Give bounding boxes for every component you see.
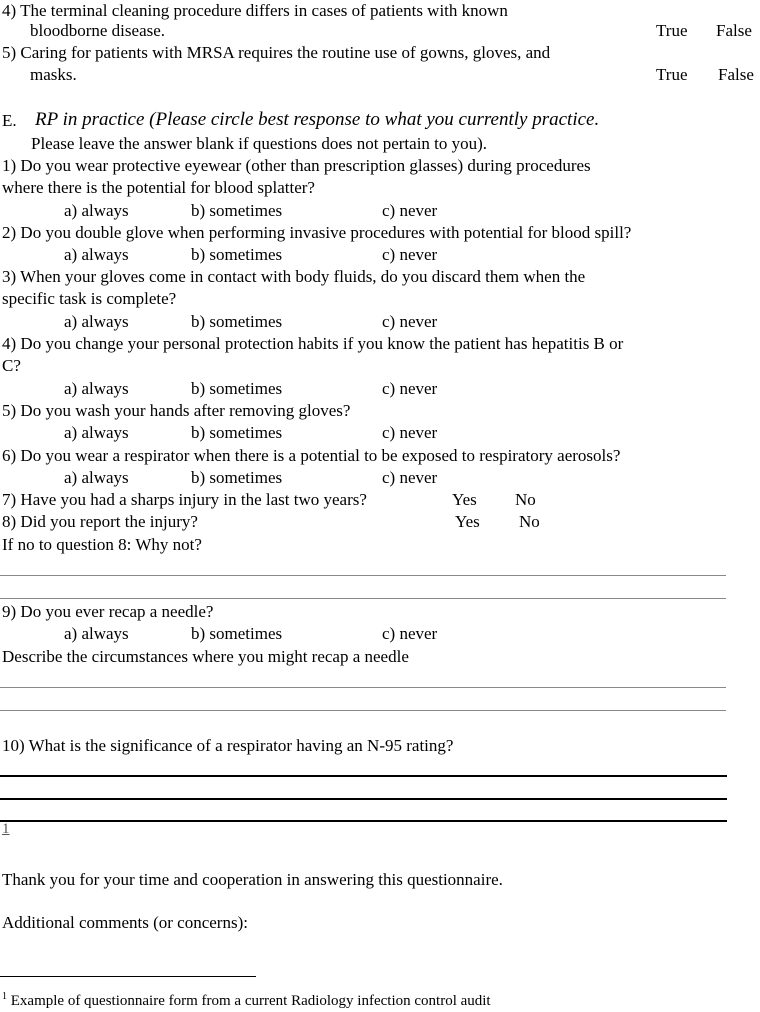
question-d5: 5) Caring for patients with MRSA requires the routine use of gowns, gloves, and — [2, 43, 551, 62]
option-always[interactable]: a) always — [64, 379, 129, 398]
option-never[interactable]: c) never — [382, 379, 438, 398]
option-never[interactable]: c) never — [382, 245, 438, 264]
section-e-heading: RP in practice (Please circle best response to what you currently practice. — [35, 109, 600, 130]
question-4-line2: C? — [2, 356, 21, 375]
option-always[interactable]: a) always — [64, 468, 129, 487]
section-e-subheading: Please leave the answer blank if questions does not pertain to you). — [31, 134, 488, 153]
additional-comments-label: Additional comments (or concerns): — [2, 913, 248, 932]
question-5: 5) Do you wash your hands after removing gloves? — [2, 401, 351, 420]
option-always[interactable]: a) always — [64, 201, 129, 220]
false-option[interactable]: False — [718, 65, 754, 84]
no-option[interactable]: No — [515, 490, 536, 509]
question-3: 3) When your gloves come in contact with body fluids, do you discard them when the — [2, 267, 586, 286]
option-sometimes[interactable]: b) sometimes — [191, 379, 283, 398]
question-6: 6) Do you wear a respirator when there is a potential to be exposed to respiratory aerosols? — [2, 446, 621, 465]
yes-option[interactable]: Yes — [452, 490, 477, 509]
answer-line[interactable] — [0, 710, 726, 711]
question-8: 8) Did you report the injury? — [2, 512, 198, 531]
no-option[interactable]: No — [519, 512, 540, 531]
option-sometimes[interactable]: b) sometimes — [191, 201, 283, 220]
answer-line[interactable] — [0, 598, 726, 599]
option-sometimes[interactable]: b) sometimes — [191, 312, 283, 331]
option-never[interactable]: c) never — [382, 468, 438, 487]
option-always[interactable]: a) always — [64, 624, 129, 643]
section-e-letter: E. — [2, 111, 17, 130]
question-9: 9) Do you ever recap a needle? — [2, 602, 214, 621]
answer-line[interactable] — [0, 575, 726, 576]
option-never[interactable]: c) never — [382, 423, 438, 442]
yes-option[interactable]: Yes — [455, 512, 480, 531]
true-option[interactable]: True — [656, 21, 688, 40]
footnote-separator — [0, 976, 256, 977]
footnote-reference[interactable]: 1 — [2, 821, 10, 837]
answer-line[interactable] — [0, 798, 727, 800]
option-always[interactable]: a) always — [64, 312, 129, 331]
question-8-followup: If no to question 8: Why not? — [2, 535, 202, 554]
option-never[interactable]: c) never — [382, 312, 438, 331]
option-sometimes[interactable]: b) sometimes — [191, 468, 283, 487]
true-option[interactable]: True — [656, 65, 688, 84]
option-sometimes[interactable]: b) sometimes — [191, 245, 283, 264]
option-never[interactable]: c) never — [382, 624, 438, 643]
option-sometimes[interactable]: b) sometimes — [191, 624, 283, 643]
option-sometimes[interactable]: b) sometimes — [191, 423, 283, 442]
answer-line[interactable] — [0, 775, 727, 777]
question-d5-line2: masks. — [30, 65, 77, 84]
thank-you-text: Thank you for your time and cooperation in answering this questionnaire. — [2, 870, 503, 889]
question-1: 1) Do you wear protective eyewear (other than prescription glasses) during procedures — [2, 156, 591, 175]
question-9-followup: Describe the circumstances where you might recap a needle — [2, 647, 409, 666]
option-always[interactable]: a) always — [64, 245, 129, 264]
question-4: 4) Do you change your personal protection habits if you know the patient has hepatitis B or — [2, 334, 624, 353]
question-10: 10) What is the significance of a respirator having an N-95 rating? — [2, 736, 454, 755]
question-2: 2) Do you double glove when performing invasive procedures with potential for blood spill? — [2, 223, 632, 242]
answer-line[interactable] — [0, 820, 727, 822]
footnote: $^1$ Example of questionnaire form from a current Radiology infection control audit — [2, 991, 491, 1009]
question-d4: 4) The terminal cleaning procedure differs in cases of patients with known — [2, 1, 508, 20]
false-option[interactable]: False — [716, 21, 752, 40]
question-1-line2: where there is the potential for blood splatter? — [2, 178, 315, 197]
question-7: 7) Have you had a sharps injury in the last two years? — [2, 490, 367, 509]
option-always[interactable]: a) always — [64, 423, 129, 442]
option-never[interactable]: c) never — [382, 201, 438, 220]
question-d4-line2: bloodborne disease. — [30, 21, 166, 40]
question-3-line2: specific task is complete? — [2, 289, 177, 308]
answer-line[interactable] — [0, 687, 726, 688]
